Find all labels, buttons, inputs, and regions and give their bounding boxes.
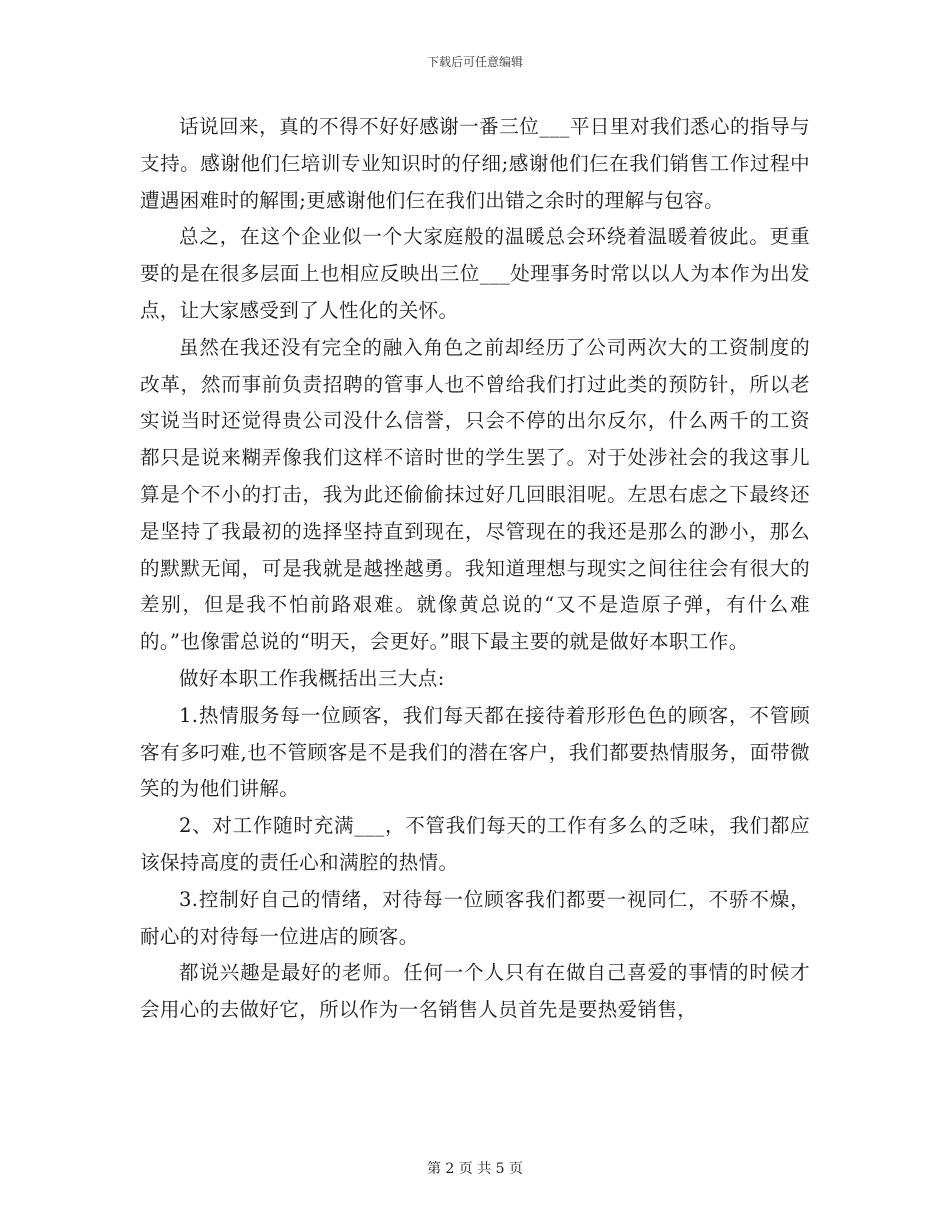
paragraph-three-points-intro: 做好本职工作我概括出三大点: [179, 666, 445, 690]
paragraph-point-1: 1.热情服务每一位顾客，我们每天都在接待着形形色色的顾客，不管顾客有多叼难,也不管顾客是不是我们的潜在客户，我们都要热情服务，面带微笑的为他们讲解。 [140, 703, 810, 801]
paragraph-experience: 虽然在我还没有完全的融入角色之前却经历了公司两次大的工资制度的改革，然而事前负责招聘的管事人也不曾给我们打过此类的预防针，所以老实说当时还觉得贵公司没什么信誉，只会不停的出尔反尔，什么两千的工资都只是说来糊弄像我们这样不谙时世的学生罢了。对于处涉社会的我这事儿算是个不小的打击，我为此还偷偷抹过好几回眼泪呢。左思右虑之下最终还是坚持了我最初的选择坚持直到现在，尽管现在的我还是那么的渺小，那么的默默无闻，可是我就是越挫越勇。我知道理想与现实之间往往会有很大的差别，但是我不怕前路艰难。就像黄总说的“又不是造原子弹，有什么难的。”也像雷总说的“明天，会更好。”眼下最主要的就是做好本职工作。 [140, 335, 810, 654]
paragraph-interest: 都说兴趣是最好的老师。任何一个人只有在做自己喜爱的事情的时候才会用心的去做好它，所以作为一名销售人员首先是要热爱销售， [140, 961, 810, 1022]
paragraph-point-3: 3.控制好自己的情绪，对待每一位顾客我们都要一视同仁，不骄不燥，耐心的对待每一位进店的顾客。 [140, 887, 810, 948]
paragraph-summary: 总之，在这个企业似一个大家庭般的温暖总会环绕着温暖着彼此。更重要的是在很多层面上也相应反映出三位___处理事务时常以以人为本作为出发点，让大家感受到了人性化的关怀。 [140, 225, 810, 322]
document-body [140, 109, 810, 1029]
page-number: 第 2 页 共 5 页 [426, 1161, 524, 1177]
page-header-note: 下载后可任意编辑 [426, 55, 523, 69]
paragraph-thanks: 话说回来，真的不得不好好感谢一番三位___平日里对我们悉心的指导与支持。感谢他们仨培训专业知识时的仔细;感谢他们仨在我们销售工作过程中遭遇困难时的解围;更感谢他们仨在我们出错之余时的理解与包容。 [140, 115, 810, 212]
paragraph-point-2: 2、对工作随时充满___，不管我们每天的工作有多么的乏味，我们都应该保持高度的责任心和满腔的热情。 [140, 814, 810, 874]
